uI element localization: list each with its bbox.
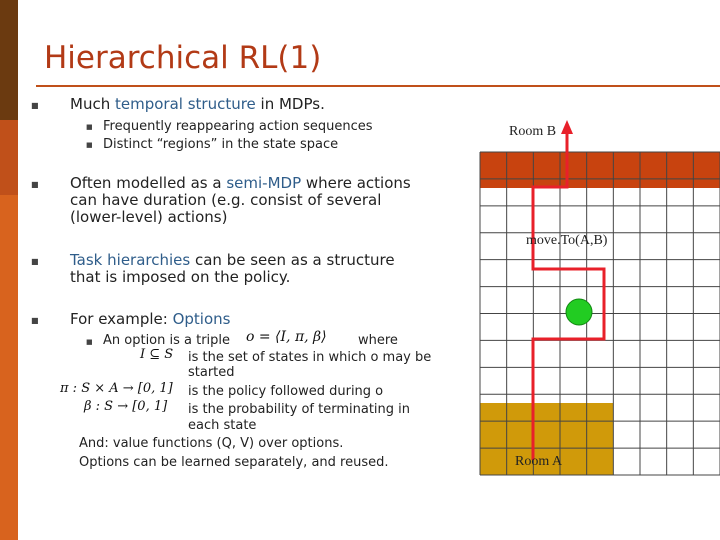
room-b-cell	[667, 152, 694, 188]
room-b-cell	[507, 152, 534, 188]
options-reuse-line: Options can be learned separately, and reused.	[79, 455, 389, 470]
path-arrowhead-top	[561, 120, 573, 134]
bullet-temporal-structure: Much temporal structure in MDPs.	[70, 95, 325, 113]
room-b-cell	[480, 152, 507, 188]
bullet-marker: ■	[31, 101, 39, 110]
bullet-task-hierarchies-line2: that is imposed on the policy.	[70, 268, 291, 286]
sub-bullet-marker: ■	[86, 338, 93, 346]
termination-formula: β : S → [0, 1]	[84, 399, 168, 414]
policy-desc: is the policy followed during o	[188, 384, 384, 399]
sub-bullet-marker: ■	[86, 123, 93, 131]
room-a-cell	[480, 403, 507, 475]
initiation-set-formula: I ⊆ S	[140, 347, 174, 362]
room-b-cell	[533, 152, 560, 188]
slide-title: Hierarchical RL(1)	[44, 40, 322, 76]
bullet-semi-mdp: Often modelled as a semi-MDP where actions	[70, 174, 411, 192]
room-b-cell	[587, 152, 614, 188]
agent-circle	[566, 299, 592, 325]
room-b-cell	[560, 152, 587, 188]
option-triple-formula: o = ⟨I, π, β⟩	[246, 329, 327, 345]
termination-desc: is the probability of terminating in	[188, 402, 411, 417]
option-where: where	[358, 333, 398, 348]
sub-bullet-regions: Distinct “regions” in the state space	[103, 137, 339, 152]
sub-bullet-action-sequences: Frequently reappearing action sequences	[103, 119, 373, 134]
room-a-label: Room A	[515, 454, 563, 469]
sub-bullet-marker: ■	[86, 141, 93, 149]
bullet-semi-mdp-line2: can have duration (e.g. consist of several	[70, 191, 382, 209]
room-b-label: Room B	[509, 124, 557, 139]
room-a-cell	[587, 403, 614, 475]
bullet-marker: ■	[31, 316, 39, 325]
initiation-set-desc: is the set of states in which o may be	[188, 350, 432, 365]
termination-desc-2: each state	[188, 418, 257, 433]
initiation-set-desc-2: started	[188, 365, 235, 380]
bullet-semi-mdp-line3: (lower-level) actions)	[70, 208, 228, 226]
bullet-options: For example: Options	[70, 310, 231, 328]
room-a-cell	[560, 403, 587, 475]
path-connector	[533, 187, 542, 220]
move-to-label: move.To(A,B)	[526, 233, 608, 248]
option-intro: An option is a triple	[103, 333, 231, 348]
bullet-marker: ■	[31, 257, 39, 266]
room-b-cell	[640, 152, 667, 188]
room-b-cell	[613, 152, 640, 188]
room-b-cell	[693, 152, 720, 188]
value-functions-line: And: value functions (Q, V) over options.	[79, 436, 344, 451]
bullet-task-hierarchies: Task hierarchies can be seen as a structure	[70, 251, 395, 269]
bullet-marker: ■	[31, 180, 39, 189]
policy-formula: π : S × A → [0, 1]	[60, 381, 173, 396]
